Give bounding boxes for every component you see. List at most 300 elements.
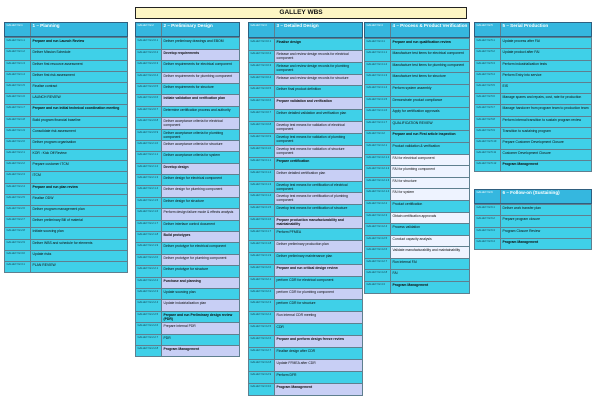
wbs-id: GALLEY-V2-4.1.1 bbox=[365, 50, 391, 61]
wbs-id: GALLEY-V2-5.5 bbox=[475, 83, 501, 93]
wbs-id: GALLEY-V2-3.2.0 bbox=[249, 265, 275, 276]
wbs-task-label: Deliver acceptance criteria for system bbox=[163, 153, 221, 158]
wbs-task-row[interactable] bbox=[248, 157, 363, 169]
wbs-task-row[interactable] bbox=[248, 97, 363, 109]
wbs-task-row[interactable] bbox=[474, 116, 592, 127]
wbs-task-row[interactable] bbox=[135, 129, 240, 140]
wbs-task-row[interactable] bbox=[135, 265, 240, 276]
wbs-task-row[interactable] bbox=[248, 145, 363, 157]
wbs-task-label: perform CDR for structure bbox=[276, 301, 316, 306]
wbs-task-row[interactable] bbox=[135, 106, 240, 117]
wbs-task-label: Update process after FAI bbox=[502, 39, 541, 44]
wbs-task-label: Perform system assembly bbox=[392, 85, 432, 90]
wbs-task-label: Deliver first risk assessment bbox=[32, 72, 75, 77]
wbs-column-header[interactable] bbox=[4, 22, 128, 37]
wbs-task-label: Update sourcing plan bbox=[163, 289, 196, 294]
wbs-id: GALLEY-V2-1.7 bbox=[5, 105, 31, 115]
wbs-task-row[interactable] bbox=[248, 383, 363, 396]
wbs-id: GALLEY-V2-3.0.2 bbox=[249, 51, 275, 62]
wbs-task-label: Develop test means for certification of plumbing component bbox=[276, 194, 348, 203]
wbs-task-row[interactable] bbox=[135, 322, 240, 333]
wbs-task-label: Release and review design records for structure bbox=[276, 75, 349, 80]
wbs-id: GALLEY-V2-3.1 bbox=[5, 262, 31, 272]
wbs-task-row[interactable] bbox=[248, 38, 363, 50]
wbs-column-2 bbox=[135, 22, 240, 357]
wbs-task-row[interactable] bbox=[4, 160, 128, 171]
wbs-task-row[interactable] bbox=[364, 258, 470, 270]
wbs-task-label: perform CDR for electrical component bbox=[276, 277, 334, 282]
wbs-task-row[interactable] bbox=[248, 323, 363, 335]
wbs-task-row[interactable] bbox=[248, 252, 363, 264]
wbs-task-row[interactable] bbox=[248, 276, 363, 288]
wbs-task-row[interactable] bbox=[4, 261, 128, 273]
wbs-id: GALLEY-V2-4.2.1.4 bbox=[365, 189, 391, 200]
wbs-task-row[interactable] bbox=[4, 227, 128, 238]
wbs-task-label: Deliver preliminary drawings and EBOM bbox=[163, 39, 224, 44]
wbs-task-row[interactable] bbox=[474, 82, 592, 93]
wbs-id: GALLEY-V2-4.1.7 bbox=[365, 120, 391, 131]
wbs-task-row[interactable] bbox=[248, 204, 363, 216]
wbs-task-label: Prepare program closure bbox=[502, 217, 541, 222]
wbs-task-label: Deliver preliminary Bill of material bbox=[32, 218, 83, 223]
wbs-task-label: Develop requirements bbox=[163, 50, 200, 55]
wbs-phase-name: 1 – Planning bbox=[32, 23, 60, 28]
wbs-task-row[interactable] bbox=[4, 127, 128, 138]
wbs-task-label: Prepare and run plan review bbox=[32, 184, 78, 189]
wbs-task-row[interactable] bbox=[364, 212, 470, 224]
wbs-id: GALLEY-V2-1 bbox=[5, 23, 31, 36]
wbs-task-row[interactable] bbox=[135, 254, 240, 265]
wbs-id: GALLEY-V2-3.1.3 bbox=[249, 182, 275, 193]
wbs-id: GALLEY-V2-4.2.4 bbox=[365, 224, 391, 235]
wbs-id: GALLEY-V2-2.0.9 bbox=[136, 130, 162, 140]
wbs-column-header[interactable] bbox=[474, 22, 592, 37]
wbs-task-label: Deliver design for electrical component bbox=[163, 176, 222, 181]
wbs-id: GALLEY-V2-3.0.6 bbox=[249, 98, 275, 109]
wbs-task-row[interactable] bbox=[248, 121, 363, 133]
wbs-id: GALLEY-V2-4.2.7 bbox=[365, 259, 391, 270]
wbs-task-label: EIS bbox=[502, 83, 508, 88]
wbs-id: GALLEY-V2-3.2.7 bbox=[249, 348, 275, 359]
wbs-task-label: Program Management bbox=[276, 384, 313, 389]
wbs-id: GALLEY-V2-3.0.9 bbox=[249, 134, 275, 145]
wbs-task-label: Conduct capacity analysis bbox=[392, 236, 432, 241]
wbs-column-header[interactable] bbox=[135, 22, 240, 37]
wbs-task-row[interactable] bbox=[248, 74, 363, 86]
wbs-task-row[interactable] bbox=[364, 119, 470, 131]
wbs-task-label: Update FFMEA after CDR bbox=[276, 360, 316, 365]
wbs-id: GALLEY-V2-4.1.3 bbox=[365, 73, 391, 84]
wbs-id: GALLEY-V2-4.2 bbox=[365, 131, 391, 142]
wbs-task-row[interactable] bbox=[135, 174, 240, 185]
wbs-task-label: LAUNCH REVIEW bbox=[32, 95, 61, 100]
wbs-id: GALLEY-V2-5.2 bbox=[475, 49, 501, 59]
wbs-id: GALLEY-V2-2.0.8 bbox=[136, 118, 162, 128]
wbs-task-row[interactable] bbox=[364, 200, 470, 212]
wbs-task-row[interactable] bbox=[4, 116, 128, 127]
wbs-id: GALLEY-V2-2.1.9 bbox=[136, 243, 162, 253]
wbs-title: GALLEY WBS bbox=[135, 7, 467, 19]
wbs-task-label: Develop test means for validation of plumbing component bbox=[276, 135, 346, 144]
wbs-id: GALLEY-V2-1.9 bbox=[5, 128, 31, 138]
wbs-task-row[interactable] bbox=[4, 82, 128, 93]
wbs-task-label: Prepare internal PDR bbox=[163, 324, 196, 329]
wbs-task-row[interactable] bbox=[248, 109, 363, 121]
wbs-task-row[interactable] bbox=[135, 277, 240, 288]
wbs-task-row[interactable] bbox=[135, 288, 240, 299]
wbs-task-label: PDR bbox=[163, 335, 171, 340]
wbs-column-5 bbox=[474, 22, 592, 172]
wbs-id: GALLEY-V2-5.12 bbox=[475, 161, 501, 171]
wbs-task-label: Deliver detailed validation and verification plan bbox=[276, 111, 347, 116]
wbs-id: GALLEY-V2-2.2.6 bbox=[136, 323, 162, 333]
wbs-task-label: Release and review design records for electrical component bbox=[276, 51, 349, 60]
wbs-task-row[interactable] bbox=[135, 345, 240, 357]
wbs-task-label: Build program financial baseline bbox=[32, 117, 81, 122]
wbs-id: GALLEY-V2-5.7 bbox=[475, 105, 501, 115]
wbs-task-row[interactable] bbox=[135, 231, 240, 242]
wbs-task-row[interactable] bbox=[135, 117, 240, 128]
wbs-id: GALLEY-V2-2.0.5 bbox=[136, 84, 162, 94]
wbs-task-label: Deliver acceptance criteria for structure bbox=[163, 141, 223, 146]
wbs-id: GALLEY-V2-3.2.8 bbox=[249, 360, 275, 371]
wbs-task-label: Perform internal transition to sustain program review bbox=[502, 117, 582, 122]
wbs-task-label: Deliver prototype for electrical component bbox=[163, 244, 227, 249]
wbs-id: GALLEY-V2-3.1.0 bbox=[249, 146, 275, 157]
wbs-task-label: CDR bbox=[276, 325, 284, 330]
wbs-task-row[interactable] bbox=[248, 85, 363, 97]
wbs-id: GALLEY-V2-3.1.6 bbox=[249, 217, 275, 228]
wbs-task-row[interactable] bbox=[364, 38, 470, 50]
wbs-task-row[interactable] bbox=[474, 138, 592, 149]
wbs-task-label: Program Closure Review bbox=[502, 228, 541, 233]
wbs-id: GALLEY-V2-2.2.3 bbox=[136, 289, 162, 299]
wbs-task-row[interactable] bbox=[135, 197, 240, 208]
wbs-task-label: Apply for certification approvals bbox=[392, 109, 440, 114]
wbs-id: GALLEY-V2-1.1 bbox=[5, 38, 31, 48]
wbs-task-row[interactable] bbox=[248, 347, 363, 359]
wbs-task-row[interactable] bbox=[4, 71, 128, 82]
wbs-id: GALLEY-V2-3.1.7 bbox=[249, 229, 275, 240]
wbs-task-row[interactable] bbox=[248, 62, 363, 74]
wbs-task-row[interactable] bbox=[364, 154, 470, 166]
wbs-id: GALLEY-V2-2.0.7 bbox=[136, 107, 162, 117]
wbs-task-row[interactable] bbox=[135, 83, 240, 94]
wbs-id: GALLEY-V2-5.6 bbox=[475, 94, 501, 104]
wbs-id: GALLEY-V2-4.2.1.2 bbox=[365, 166, 391, 177]
wbs-id: GALLEY-V2-1.4 bbox=[5, 72, 31, 82]
wbs-phase-name: 3 – Detailed Design bbox=[276, 23, 319, 28]
wbs-task-row[interactable] bbox=[474, 160, 592, 172]
wbs-task-label: Perform DFR bbox=[276, 372, 297, 377]
wbs-task-row[interactable] bbox=[135, 60, 240, 71]
wbs-task-row[interactable] bbox=[248, 181, 363, 193]
wbs-id: GALLEY-V2-3.1.5 bbox=[249, 205, 275, 216]
wbs-task-label: Manage spares and repairs, cost, rate for production bbox=[502, 95, 582, 100]
wbs-task-label: Deliver requirements for electrical component bbox=[163, 62, 232, 67]
wbs-task-row[interactable] bbox=[4, 171, 128, 182]
wbs-task-row[interactable] bbox=[135, 49, 240, 60]
wbs-task-row[interactable] bbox=[4, 239, 128, 250]
wbs-task-label: Customer Development Closure bbox=[502, 151, 551, 156]
wbs-id: GALLEY-V2-5 bbox=[475, 23, 501, 36]
wbs-column-header[interactable] bbox=[248, 22, 363, 38]
wbs-id: GALLEY-V2-2.1.3 bbox=[136, 175, 162, 185]
wbs-id: GALLEY-V2-3.1.9 bbox=[249, 253, 275, 264]
wbs-task-row[interactable] bbox=[364, 96, 470, 108]
wbs-task-label: Finalise ODW bbox=[32, 195, 54, 200]
wbs-id: GALLEY-V2-2.0.2 bbox=[136, 50, 162, 60]
wbs-phase-name: 5 – Serial Production bbox=[502, 23, 549, 28]
wbs-id: GALLEY-V2-3.1.4 bbox=[249, 193, 275, 204]
wbs-id: GALLEY-V2-2.1.4 bbox=[136, 186, 162, 196]
wbs-task-label: Consolidate risk assessment bbox=[32, 128, 76, 133]
wbs-task-label: Deliver preliminary production plan bbox=[276, 242, 329, 247]
wbs-task-row[interactable] bbox=[364, 130, 470, 142]
wbs-id: GALLEY-V2-2.0.1 bbox=[136, 38, 162, 48]
wbs-id: GALLEY-V2-2 bbox=[136, 23, 162, 36]
wbs-task-row[interactable] bbox=[364, 281, 470, 294]
wbs-id: GALLEY-V2-2.1.7 bbox=[136, 221, 162, 231]
wbs-id: GALLEY-V2-3.0.4 bbox=[249, 75, 275, 86]
wbs-task-label: Deliver prototype for structure bbox=[163, 267, 209, 272]
wbs-task-row[interactable] bbox=[474, 48, 592, 59]
wbs-id: GALLEY-V2-2.4 bbox=[5, 184, 31, 194]
wbs-task-label: Perform Entry into service bbox=[502, 72, 542, 77]
wbs-id: GALLEY-V2-6.1 bbox=[475, 205, 501, 215]
wbs-task-row[interactable] bbox=[4, 60, 128, 71]
wbs-task-row[interactable] bbox=[364, 246, 470, 258]
wbs-task-row[interactable] bbox=[135, 208, 240, 219]
wbs-task-label: Process validation bbox=[392, 225, 421, 230]
wbs-task-row[interactable] bbox=[248, 169, 363, 181]
wbs-task-row[interactable] bbox=[364, 177, 470, 189]
wbs-task-label: Manufacture test items for plumbing component bbox=[392, 62, 465, 67]
wbs-id: GALLEY-V2-4.2.2 bbox=[365, 201, 391, 212]
wbs-column-1 bbox=[4, 22, 128, 273]
wbs-id: GALLEY-V2-4.1.4 bbox=[365, 85, 391, 96]
wbs-task-row[interactable] bbox=[4, 138, 128, 149]
wbs-id: GALLEY-V2-3.3.0 bbox=[249, 384, 275, 395]
wbs-task-row[interactable] bbox=[4, 48, 128, 59]
wbs-task-row[interactable] bbox=[364, 269, 470, 281]
wbs-task-row[interactable] bbox=[135, 72, 240, 83]
wbs-task-row[interactable] bbox=[248, 240, 363, 252]
wbs-task-row[interactable] bbox=[4, 205, 128, 216]
wbs-task-label: Prepare Customer Development Closure bbox=[502, 139, 564, 144]
wbs-id: GALLEY-V2-2.2.4 bbox=[136, 300, 162, 310]
wbs-id: GALLEY-V2-3.2.5 bbox=[249, 324, 275, 335]
wbs-phase-name: 6 – Follow-on (Sustaining) bbox=[502, 190, 560, 195]
wbs-task-row[interactable] bbox=[135, 220, 240, 231]
wbs-id: GALLEY-V2-2.5 bbox=[5, 195, 31, 205]
wbs-task-row[interactable] bbox=[364, 84, 470, 96]
wbs-task-row[interactable] bbox=[4, 250, 128, 261]
wbs-task-row[interactable] bbox=[474, 149, 592, 160]
wbs-task-row[interactable] bbox=[135, 334, 240, 345]
wbs-task-label: Manage handover from program team to production team bbox=[502, 106, 589, 111]
wbs-task-label: FAI for system bbox=[392, 190, 415, 195]
wbs-task-row[interactable] bbox=[135, 37, 240, 48]
wbs-task-row[interactable] bbox=[135, 299, 240, 310]
wbs-task-label: Update risks bbox=[32, 251, 52, 256]
wbs-task-row[interactable] bbox=[364, 142, 470, 154]
wbs-task-label: Deliver detailed certification plan bbox=[276, 170, 326, 175]
wbs-id: GALLEY-V2-1.8 bbox=[5, 117, 31, 127]
wbs-column-header[interactable] bbox=[474, 189, 592, 204]
wbs-task-label: Deliver WBS and schedule for elements bbox=[32, 240, 93, 245]
wbs-id: GALLEY-V2-2.1.1 bbox=[136, 152, 162, 162]
wbs-task-label: PLAN REVIEW bbox=[32, 262, 56, 267]
wbs-column-3 bbox=[248, 22, 363, 396]
wbs-task-label: Product validation & verification bbox=[392, 143, 440, 148]
wbs-id: GALLEY-V2-3.2.6 bbox=[249, 336, 275, 347]
wbs-task-row[interactable] bbox=[4, 104, 128, 115]
wbs-task-label: Prepare production manufacturability and maintainability bbox=[276, 218, 344, 227]
wbs-task-label: Deliver interface control document bbox=[163, 221, 215, 226]
wbs-task-row[interactable] bbox=[248, 311, 363, 323]
wbs-task-row[interactable] bbox=[248, 228, 363, 240]
wbs-task-row[interactable] bbox=[248, 299, 363, 311]
wbs-id: GALLEY-V2-3.0.3 bbox=[249, 63, 275, 74]
wbs-task-label: Prepare and run Launch Review bbox=[32, 39, 85, 44]
wbs-id: GALLEY-V2-2.2.8 bbox=[136, 346, 162, 356]
wbs-task-row[interactable] bbox=[248, 359, 363, 371]
wbs-id: GALLEY-V2-2.7 bbox=[5, 217, 31, 227]
wbs-id: GALLEY-V2-2.0.4 bbox=[136, 73, 162, 83]
wbs-id: GALLEY-V2-3.2.1 bbox=[249, 277, 275, 288]
wbs-id: GALLEY-V2-3.0.5 bbox=[249, 86, 275, 97]
wbs-task-label: Prepare validation and verification bbox=[276, 99, 332, 104]
wbs-task-row[interactable] bbox=[4, 216, 128, 227]
wbs-task-label: Finalise design bbox=[276, 39, 301, 44]
wbs-id: GALLEY-V2-5.10 bbox=[475, 139, 501, 149]
wbs-task-row[interactable] bbox=[474, 127, 592, 138]
wbs-task-row[interactable] bbox=[248, 192, 363, 204]
wbs-id: GALLEY-V2-3.1.2 bbox=[249, 170, 275, 181]
wbs-task-row[interactable] bbox=[364, 223, 470, 235]
wbs-task-row[interactable] bbox=[474, 204, 592, 215]
wbs-column-6 bbox=[474, 189, 592, 250]
wbs-task-label: Initiate validation and verification plan bbox=[163, 96, 226, 101]
wbs-task-label: Deliver design for plumbing component bbox=[163, 187, 223, 192]
wbs-task-label: Perform industrialization tests bbox=[502, 61, 547, 66]
wbs-id: GALLEY-V2-2.1.6 bbox=[136, 209, 162, 219]
wbs-task-label: Finalise contract bbox=[32, 83, 58, 88]
wbs-id: GALLEY-V2-5.1 bbox=[475, 38, 501, 48]
wbs-task-row[interactable] bbox=[135, 242, 240, 253]
wbs-task-label: Run internal CDR meeting bbox=[276, 313, 317, 318]
wbs-task-row[interactable] bbox=[474, 227, 592, 238]
wbs-task-row[interactable] bbox=[135, 185, 240, 196]
wbs-task-row[interactable] bbox=[248, 133, 363, 145]
wbs-task-row[interactable] bbox=[4, 183, 128, 194]
wbs-task-row[interactable] bbox=[248, 50, 363, 62]
wbs-task-row[interactable] bbox=[364, 235, 470, 247]
wbs-task-label: Program Management bbox=[163, 346, 200, 351]
wbs-task-row[interactable] bbox=[4, 93, 128, 104]
wbs-task-row[interactable] bbox=[135, 94, 240, 105]
wbs-task-row[interactable] bbox=[135, 311, 240, 322]
wbs-task-row[interactable] bbox=[474, 37, 592, 48]
wbs-task-row[interactable] bbox=[4, 37, 128, 48]
wbs-task-row[interactable] bbox=[248, 288, 363, 300]
wbs-task-row[interactable] bbox=[364, 49, 470, 61]
wbs-id: GALLEY-V2-2.9 bbox=[5, 240, 31, 250]
wbs-task-label: Deliver first resource assessment bbox=[32, 61, 83, 66]
wbs-id: GALLEY-V2-2.1.8 bbox=[136, 232, 162, 242]
wbs-task-label: Deliver prototype for plumbing component bbox=[163, 255, 227, 260]
wbs-task-label: Deliver acceptance criteria for plumbing component bbox=[163, 130, 224, 139]
wbs-id: GALLEY-V2-2.6 bbox=[5, 206, 31, 216]
wbs-task-label: Product certification bbox=[392, 201, 423, 206]
wbs-id: GALLEY-V2-4.2.5 bbox=[365, 236, 391, 247]
wbs-task-row[interactable] bbox=[474, 60, 592, 71]
wbs-task-row[interactable] bbox=[135, 140, 240, 151]
wbs-task-row[interactable] bbox=[364, 188, 470, 200]
wbs-id: GALLEY-V2-5.8 bbox=[475, 117, 501, 127]
wbs-id: GALLEY-V2-2.1.0 bbox=[136, 141, 162, 151]
wbs-id: GALLEY-V2-5.4 bbox=[475, 72, 501, 82]
wbs-id: GALLEY-V2-4 bbox=[365, 23, 391, 37]
wbs-task-row[interactable] bbox=[364, 107, 470, 119]
wbs-task-row[interactable] bbox=[474, 215, 592, 226]
wbs-task-label: Deliver final product definition bbox=[276, 87, 321, 92]
wbs-id: GALLEY-V2-2.2.5 bbox=[136, 312, 162, 322]
wbs-task-row[interactable] bbox=[4, 149, 128, 160]
wbs-phase-name: 2 – Preliminary Design bbox=[163, 23, 213, 28]
wbs-column-header[interactable] bbox=[364, 22, 470, 38]
wbs-task-row[interactable] bbox=[364, 61, 470, 73]
wbs-id: GALLEY-V2-3.1.8 bbox=[249, 241, 275, 252]
wbs-task-label: ITCM bbox=[32, 173, 41, 178]
wbs-task-label: Prepare and run initial technical coordination meeting bbox=[32, 106, 120, 111]
wbs-task-row[interactable] bbox=[364, 165, 470, 177]
wbs-id: GALLEY-V2-5.11 bbox=[475, 150, 501, 160]
wbs-task-label: Perform design failure mode & effects analysis bbox=[163, 210, 234, 215]
wbs-task-label: Demonstrate product compliance bbox=[392, 97, 443, 102]
wbs-task-row[interactable] bbox=[248, 216, 363, 228]
wbs-task-row[interactable] bbox=[4, 194, 128, 205]
wbs-id: GALLEY-V2-5.3 bbox=[475, 61, 501, 71]
wbs-id: GALLEY-V2-2.0.6 bbox=[136, 95, 162, 105]
wbs-task-row[interactable] bbox=[248, 371, 363, 383]
wbs-task-row[interactable] bbox=[474, 93, 592, 104]
wbs-task-row[interactable] bbox=[135, 163, 240, 174]
wbs-task-row[interactable] bbox=[248, 264, 363, 276]
wbs-task-row[interactable] bbox=[135, 151, 240, 162]
wbs-task-row[interactable] bbox=[474, 238, 592, 250]
wbs-id: GALLEY-V2-4.1.5 bbox=[365, 97, 391, 108]
wbs-task-row[interactable] bbox=[474, 104, 592, 115]
wbs-task-label: FAI for plumbing component bbox=[392, 167, 435, 172]
wbs-task-label: Perform PFMEA bbox=[276, 230, 302, 235]
wbs-id: GALLEY-V2-3.2.9 bbox=[249, 372, 275, 383]
wbs-task-row[interactable] bbox=[364, 72, 470, 84]
wbs-task-label: Purchase and planning bbox=[163, 278, 201, 283]
wbs-id: GALLEY-V2-2.0.3 bbox=[136, 61, 162, 71]
wbs-id: GALLEY-V2-2.8 bbox=[5, 228, 31, 238]
wbs-id: GALLEY-V2-2.0 bbox=[5, 139, 31, 149]
wbs-task-label: Prepare and run critical design review bbox=[276, 265, 338, 270]
wbs-task-label: Prepare and run qualification review bbox=[392, 39, 451, 44]
wbs-task-row[interactable] bbox=[474, 71, 592, 82]
wbs-id: GALLEY-V2-3.2.2 bbox=[249, 289, 275, 300]
wbs-task-label: Develop design bbox=[163, 164, 189, 169]
wbs-id: GALLEY-V2-3.0.8 bbox=[249, 122, 275, 133]
wbs-task-row[interactable] bbox=[248, 335, 363, 347]
wbs-task-label: Prepare customer ITCM bbox=[32, 162, 69, 167]
